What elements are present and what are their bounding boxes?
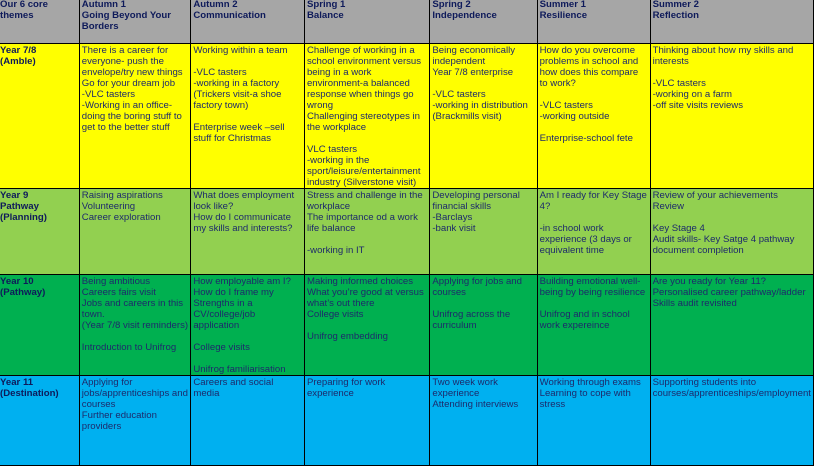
term-label: Autumn 1 <box>81 0 127 10</box>
activity-cell: Working through exams Learning to cope with stress <box>537 376 650 466</box>
year-label: Year 10 (Pathway) <box>0 275 79 376</box>
theme-label: Reflection <box>652 10 699 21</box>
activity-cell: Stress and challenge in the workplace The importance od a work life balance -working in IT <box>304 189 429 275</box>
term-header <box>79 0 191 44</box>
theme-label: Balance <box>306 10 344 21</box>
year-label: Year 7/8 (Amble) <box>0 44 79 189</box>
activity-cell: Building emotional well-being by being resilience Unifrog and in school work expereince <box>537 275 650 376</box>
activity-cell: Review of your achievements Review Key Stage 4 Audit skills- Key Satge 4 pathway document completion <box>650 189 813 275</box>
activity-cell: How employable am I? How do I frame my Strengths in a CV/college/job application College visits Unifrog familiarisation <box>191 275 305 376</box>
activity-cell: How do you overcome problems in school and how does this compare to work? -VLC tasters -working outside Enterprise-school fete <box>537 44 650 189</box>
theme-label: Independence <box>432 10 497 21</box>
term-label: Summer 1 <box>539 0 586 10</box>
activity-cell: What does employment look like? How do I communicate my skills and interests? <box>191 189 305 275</box>
term-label: Summer 2 <box>652 0 699 10</box>
activity-cell: Careers and social media <box>191 376 305 466</box>
activity-cell: Developing personal financial skills -Barclays -bank visit <box>430 189 537 275</box>
year-label: Year 11 (Destination) <box>0 376 79 466</box>
year-row <box>0 275 814 376</box>
term-label: Autumn 2 <box>193 0 238 10</box>
term-header <box>537 0 650 44</box>
activity-cell: Supporting students into courses/apprenticeships/employment <box>650 376 813 466</box>
activity-cell: Making informed choices What you’re good at versus what’s out there College visits Unifrog embedding <box>304 275 429 376</box>
theme-label: Communication <box>193 10 266 21</box>
term-header <box>650 0 813 44</box>
activity-cell: Applying for jobs and courses Unifrog across the curriculum <box>430 275 537 376</box>
theme-label: Going Beyond Your Borders <box>81 10 171 32</box>
theme-label: Resilience <box>539 10 588 21</box>
term-label: Spring 2 <box>432 0 471 10</box>
activity-cell: Being ambitious Careers fairs visit Jobs and careers in this town. (Year 7/8 visit reminders) Introduction to Unifrog <box>79 275 191 376</box>
year-row <box>0 376 814 466</box>
activity-cell: Raising aspirations Volunteering Career exploration <box>79 189 191 275</box>
activity-cell: Two week work experience Attending interviews <box>430 376 537 466</box>
year-label: Year 9 Pathway (Planning) <box>0 189 79 275</box>
activity-cell: Thinking about how my skills and interests -VLC tasters -working on a farm -off site visits reviews <box>650 44 813 189</box>
activity-cell: Am I ready for Key Stage 4? -in school work experience (3 days or equivalent time <box>537 189 650 275</box>
header-row <box>0 0 814 44</box>
activity-cell: Being economically independent Year 7/8 enterprise -VLC tasters -working in distribution (Brackmills visit) <box>430 44 537 189</box>
term-header <box>430 0 537 44</box>
term-label: Spring 1 <box>306 0 346 10</box>
term-header <box>304 0 429 44</box>
activity-cell: Preparing for work experience <box>304 376 429 466</box>
activity-cell: Applying for jobs/apprenticeships and courses Further education providers <box>79 376 191 466</box>
year-row <box>0 44 814 189</box>
term-header <box>191 0 305 44</box>
core-themes-header: Our 6 core themes <box>0 0 79 44</box>
activity-cell: Challenge of working in a school environment versus being in a work environment-a balanced response when things go wrong Challenging stereotypes in the workplace VLC tasters -working in the sport/leisure/entertainment industry (Silverstone visit) <box>304 44 429 189</box>
activity-cell: There is a career for everyone- push the envelope/try new things Go for your dream job -VLC tasters -Working in an office- doing the boring stuff to get to the better stuff <box>79 44 191 189</box>
year-row <box>0 189 814 275</box>
activity-cell: Are you ready for Year 11? Personalised career pathway/ladder Skills audit revisited <box>650 275 813 376</box>
activity-cell: Working within a team -VLC tasters -working in a factory (Trickers visit-a shoe factory town) Enterprise week –sell stuff for Christmas <box>191 44 305 189</box>
